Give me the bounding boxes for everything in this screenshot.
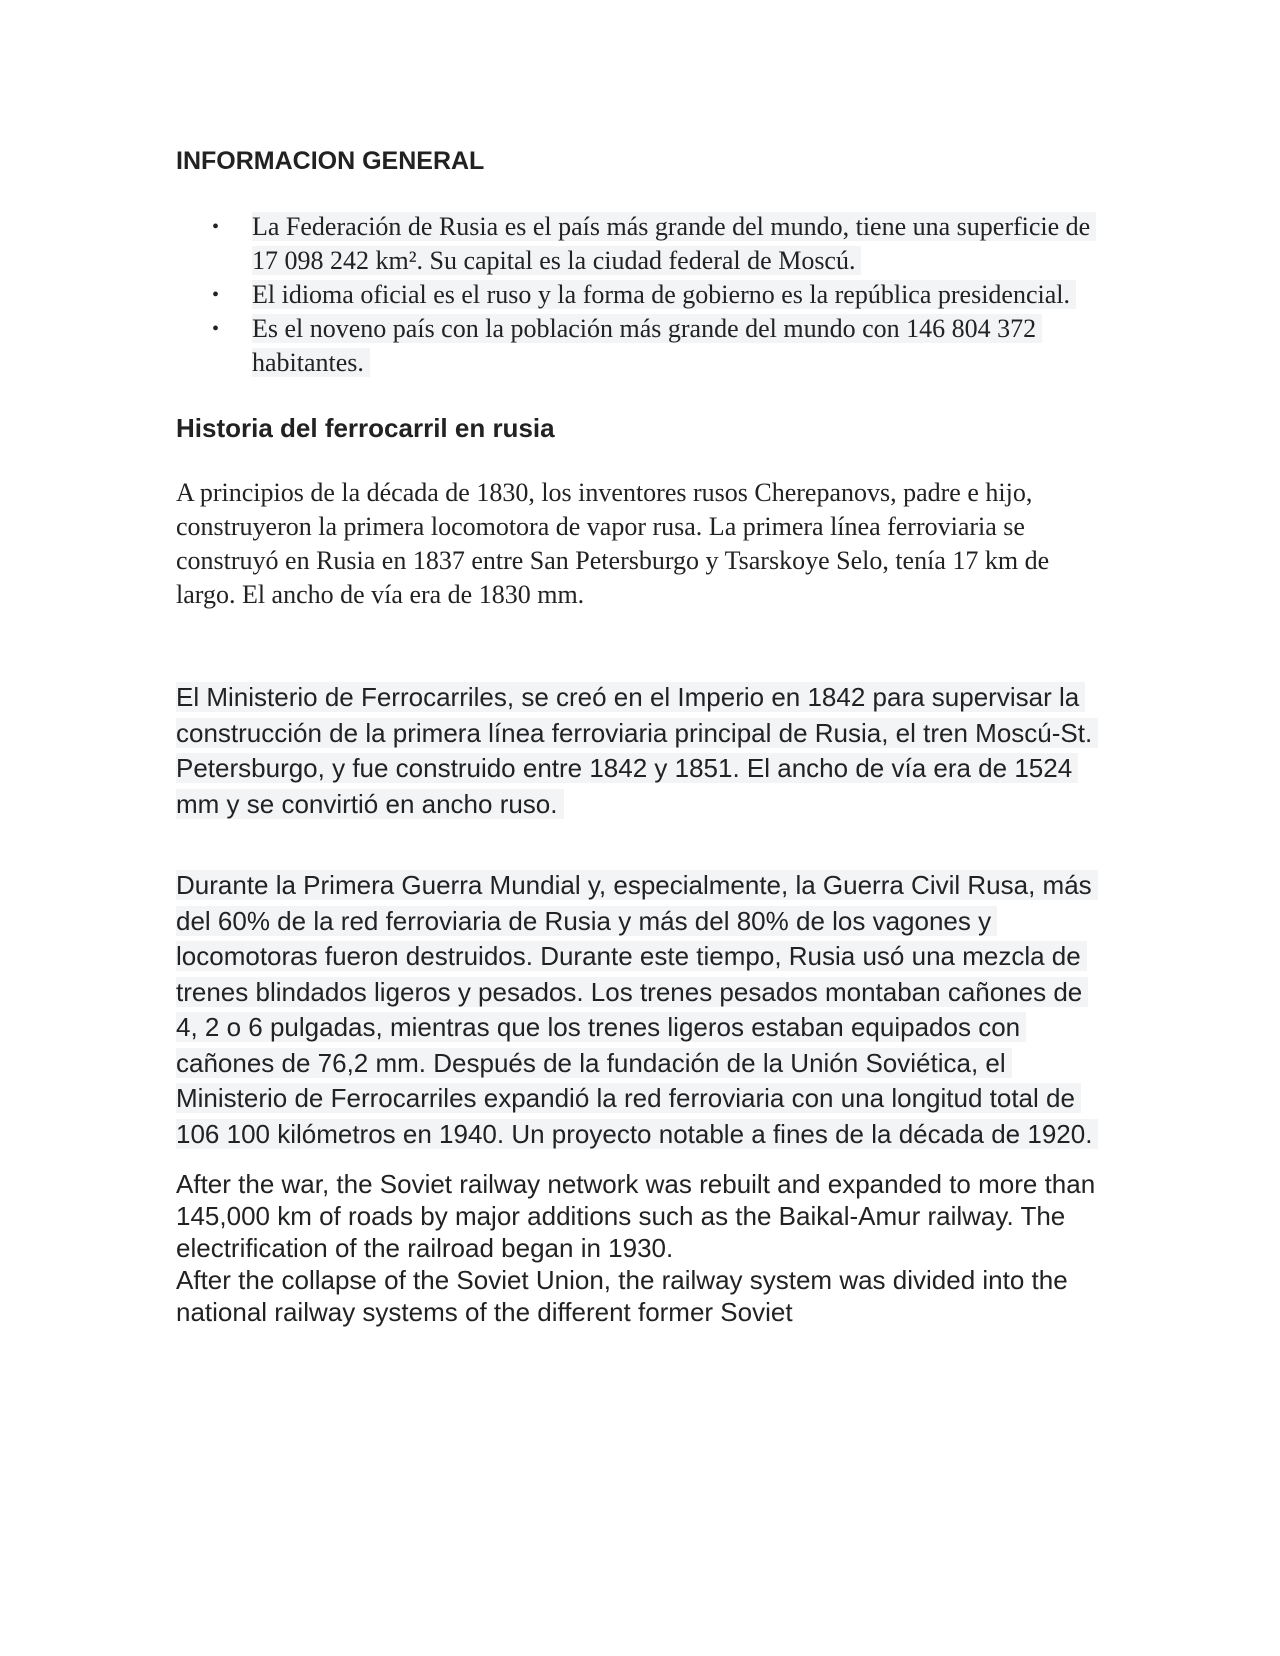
list-item-text: Es el noveno país con la población más grande del mundo con 146 804 372 habitantes. (252, 314, 1042, 377)
list-item (176, 210, 1106, 278)
list-item (176, 278, 1106, 312)
list-item-text: La Federación de Rusia es el país más grande del mundo, tiene una superficie de 17 098 242 km². Su capital es la ciudad federal de Moscú. (252, 212, 1096, 275)
heading-historia-ferrocarril: Historia del ferrocarril en rusia (176, 413, 555, 443)
paragraph-text: Durante la Primera Guerra Mundial y, especialmente, la Guerra Civil Rusa, más del 60% de la red ferroviaria de Rusia y más del 80% de los vagones y locomotoras fueron destruidos. Durante este tiempo, Rusia usó una mezcla de trenes blindados ligeros y pesados. Los trenes pesados montaban cañones de 4, 2 o 6 pulgadas, mientras que los trenes ligeros estaban equipados con cañones de 76,2 mm. Después de la fundación de la Unión Soviética, el Ministerio de Ferrocarriles expandió la red ferroviaria con una longitud total de 106 100 kilómetros en 1940. Un proyecto notable a fines de la década de 1920. (176, 870, 1098, 1149)
paragraph-text: A principios de la década de 1830, los inventores rusos Cherepanovs, padre e hijo, construyeron la primera locomotora de vapor rusa. La primera línea ferroviaria se construyó en Rusia en 1837 entre San Petersburgo y Tsarskoye Selo, tenía 17 km de largo. El ancho de vía era de 1830 mm. (176, 478, 1050, 609)
paragraph-ministerio (176, 680, 1106, 822)
paragraph-text: After the collapse of the Soviet Union, the railway system was divided into the national railway systems of the different former Soviet (176, 1265, 1068, 1327)
list-item (176, 312, 1106, 380)
document-body (176, 146, 1106, 1328)
bullet-icon: • (212, 216, 220, 238)
bullet-icon: • (212, 318, 220, 340)
paragraph-soviet-collapse (176, 1264, 1106, 1328)
list-item-text: El idioma oficial es el ruso y la forma de gobierno es la república presidencial. (252, 280, 1076, 309)
heading-informacion-general: INFORMACION GENERAL (176, 147, 485, 175)
bullet-icon: • (212, 284, 220, 306)
general-info-list (176, 210, 1106, 380)
paragraph-text: El Ministerio de Ferrocarriles, se creó en el Imperio en 1842 para supervisar la construcción de la primera línea ferroviaria principal de Rusia, el tren Moscú-St. Petersburgo, y fue construido entre 1842 y 1851. El ancho de vía era de 1524 mm y se convirtió en ancho ruso. (176, 682, 1098, 819)
paragraph-after-war (176, 1168, 1106, 1264)
paragraph-primera-guerra (176, 868, 1106, 1152)
paragraph-text: After the war, the Soviet railway network was rebuilt and expanded to more than 145,000 km of roads by major additions such as the Baikal-Amur railway. The electrification of the railroad began in 1930. (176, 1169, 1096, 1263)
paragraph-cherepanovs (176, 476, 1106, 612)
